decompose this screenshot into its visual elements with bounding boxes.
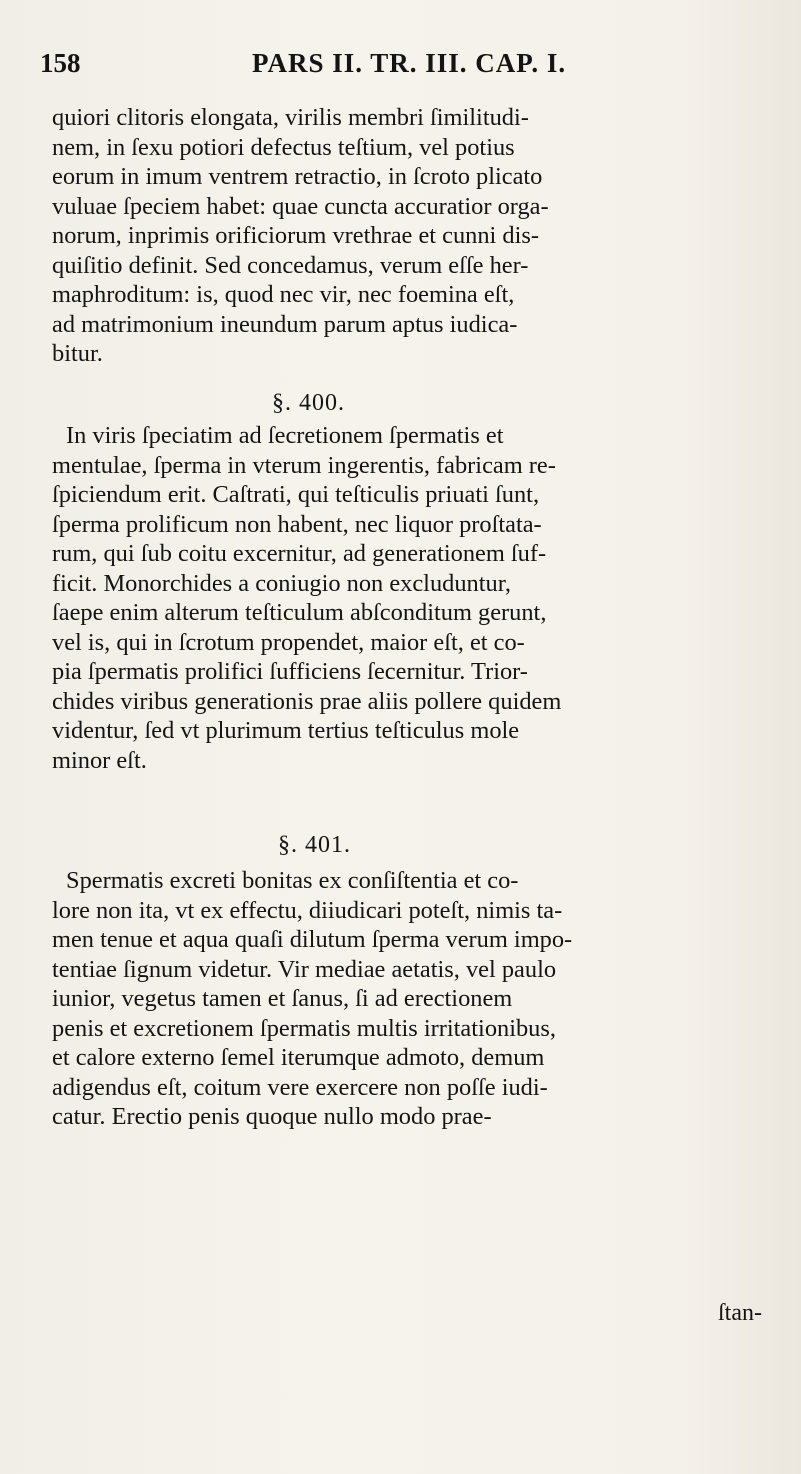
page-number: 158 <box>40 48 81 78</box>
text-line: norum, inprimis orificiorum vrethrae et cunni dis- <box>52 222 540 249</box>
text-line: ficit. Monorchides a coniugio non excluduntur, <box>52 569 511 597</box>
text-line: vel is, qui in ſcrotum propendet, maior eſt, et co- <box>52 628 525 656</box>
paragraph-continuation <box>52 103 764 369</box>
text-line: quiſitio definit. Sed concedamus, verum eſſe her- <box>52 251 529 279</box>
running-head: PARS II. TR. III. CAP. I. <box>252 48 567 78</box>
section-heading-400: §. 400. <box>272 390 345 416</box>
text-line: penis et excretionem ſpermatis multis irritationibus, <box>52 1014 556 1042</box>
text-line: pia ſpermatis prolifici ſufficiens ſecernitur. Trior- <box>52 658 528 685</box>
text-line: videntur, ſed vt plurimum tertius teſticulus mole <box>52 717 520 744</box>
text-line: ad matrimonium ineundum parum aptus iudica- <box>52 310 518 338</box>
text-line: vuluae ſpeciem habet: quae cuncta accuratior orga- <box>52 192 549 220</box>
text-line: men tenue et aqua quaſi dilutum ſperma verum impo- <box>52 926 573 953</box>
text-line: nem, in ſexu potiori defectus teſtium, vel potius <box>52 133 515 161</box>
text-line: bitur. <box>52 340 103 367</box>
text-line: lore non ita, vt ex effectu, diiudicari poteſt, nimis ta- <box>52 896 563 924</box>
text-line: ſperma prolificum non habent, nec liquor proſtata- <box>52 510 542 538</box>
text-line: adigendus eſt, coitum vere exercere non poſſe iudi- <box>52 1073 548 1101</box>
page-header <box>40 48 760 88</box>
text-line: ſpiciendum erit. Caſtrati, qui teſticulis priuati ſunt, <box>52 481 540 508</box>
text-line: maphroditum: is, quod nec vir, nec foemina eſt, <box>52 281 515 308</box>
text-line: iunior, vegetus tamen et ſanus, ſi ad erectionem <box>52 985 513 1012</box>
text-line: eorum in imum ventrem retractio, in ſcroto plicato <box>52 163 543 190</box>
section-400-text <box>52 421 764 775</box>
text-line: et calore externo ſemel iterumque admoto, demum <box>52 1044 545 1071</box>
text-line: catur. Erectio penis quoque nullo modo prae- <box>52 1103 492 1130</box>
text-line: chides viribus generationis prae aliis pollere quidem <box>52 687 562 715</box>
section-heading-401: §. 401. <box>278 832 351 858</box>
section-401-text <box>52 866 764 1132</box>
text-line: rum, qui ſub coitu excernitur, ad generationem ſuf- <box>52 540 547 567</box>
text-line: ſaepe enim alterum teſticulum abſconditum gerunt, <box>52 599 547 626</box>
text-line: In viris ſpeciatim ad ſecretionem ſpermatis et <box>66 422 504 449</box>
text-line: Spermatis excreti bonitas ex conſiſtentia et co- <box>66 867 519 894</box>
text-line: quiori clitoris elongata, virilis membri ſimilitudi- <box>52 104 529 131</box>
text-line: tentiae ſignum videtur. Vir mediae aetatis, vel paulo <box>52 955 557 983</box>
text-line: minor eſt. <box>52 746 147 774</box>
text-line: mentulae, ſperma in vterum ingerentis, fabricam re- <box>52 451 556 479</box>
catchword: ſtan- <box>718 1300 762 1326</box>
